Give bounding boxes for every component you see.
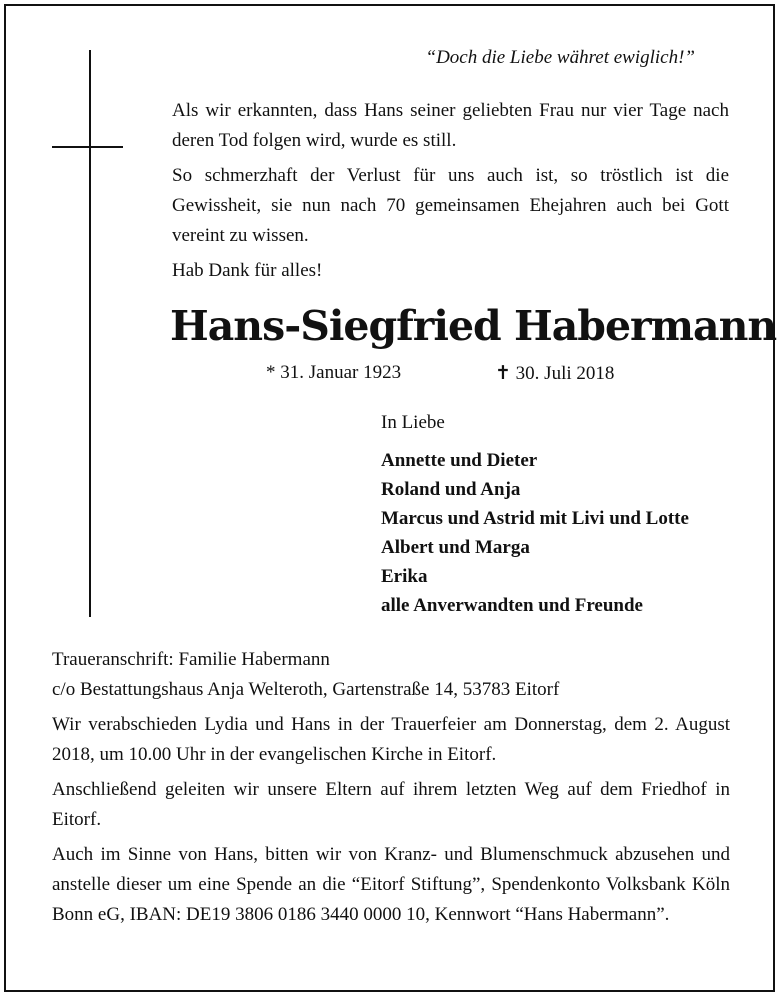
mourners-lead: In Liebe (381, 412, 445, 433)
death-date: ✝ 30. Juli 2018 (495, 363, 615, 384)
intro-paragraph-2: So schmerzhaft der Verlust für uns auch ist, so tröstlich ist die Gewissheit, sie nun nach 70 gemeinsamen Ehejahren auch bei Gott vereint zu wissen. (172, 165, 729, 246)
intro-text (172, 96, 729, 291)
burial-notice: Anschließend geleiten wir unsere Eltern auf ihrem letzten Weg auf dem Friedhof in Eitorf. (52, 779, 730, 830)
mourner-name: Erika (381, 566, 428, 587)
mourner-name: Annette und Dieter (381, 450, 538, 471)
deceased-name: Hans-Siegfried Habermann (170, 302, 777, 350)
cross-horizontal-bar (52, 146, 123, 148)
service-notice: Wir verabschieden Lydia und Hans in der Trauerfeier am Donnerstag, dem 2. August 2018, um 10.00 Uhr in der evangelischen Kirche in Eitorf. (52, 714, 730, 765)
donation-notice: Auch im Sinne von Hans, bitten wir von Kranz- und Blumenschmuck abzusehen und anstelle dieser um eine Spende an die “Eitorf Stiftung”, Spendenkonto Volksbank Köln Bonn eG, IBAN: DE19 3806 0186 3440 0000 10, Kennwort “Hans Habermann”. (52, 844, 730, 925)
mourner-name: Roland und Anja (381, 479, 521, 500)
mourner-name: Albert und Marga (381, 537, 530, 558)
mourners-block (381, 412, 761, 620)
address-line-1: Traueranschrift: Familie Habermann (52, 649, 330, 670)
mourner-name: Marcus und Astrid mit Livi und Lotte (381, 508, 689, 529)
birth-date: * 31. Januar 1923 (266, 362, 402, 383)
address-line-2: c/o Bestattungshaus Anja Welteroth, Gartenstraße 14, 53783 Eitorf (52, 679, 560, 700)
funeral-details (52, 645, 730, 935)
intro-paragraph-1: Als wir erkannten, dass Hans seiner geliebten Frau nur vier Tage nach deren Tod folgen wird, wurde es still. (172, 100, 729, 151)
cross-vertical-bar (89, 50, 91, 617)
motto: “Doch die Liebe währet ewiglich!” (425, 47, 695, 68)
mourning-address (52, 645, 730, 705)
mourner-name: alle Anverwandten und Freunde (381, 595, 643, 616)
intro-paragraph-3: Hab Dank für alles! (172, 260, 323, 281)
